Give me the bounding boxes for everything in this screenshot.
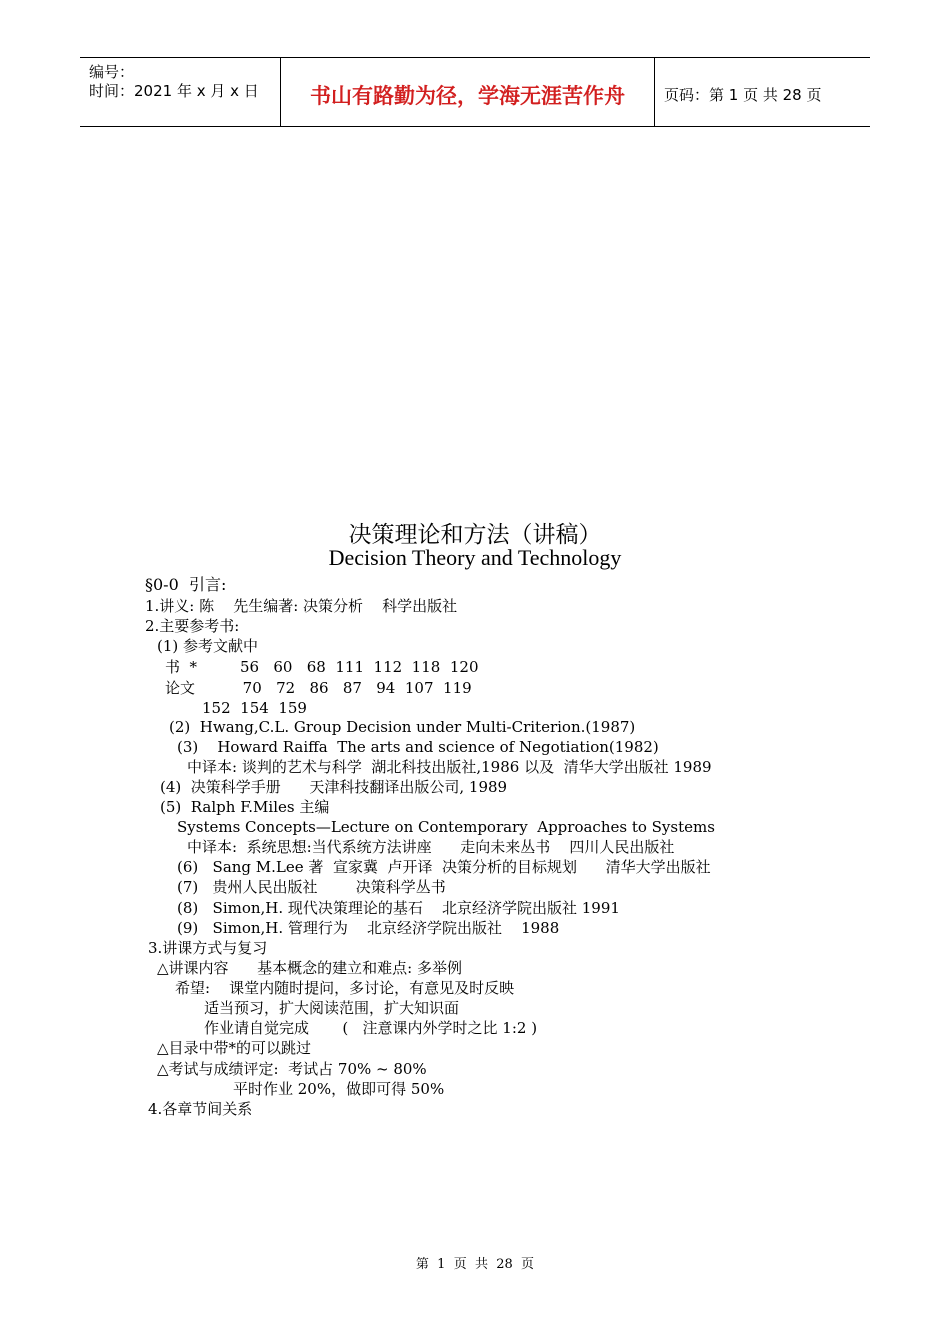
page-header bbox=[80, 57, 870, 127]
text-line: 4.各章节间关系 bbox=[148, 1100, 253, 1118]
text-line: 152 154 159 bbox=[202, 699, 307, 717]
text-line: 适当预习，扩大阅读范围，扩大知识面 bbox=[204, 999, 460, 1017]
text-line: △讲课内容 基本概念的建立和难点: 多举例 bbox=[157, 959, 462, 977]
text-line: (4) 决策科学手册 天津科技翻译出版公司, 1989 bbox=[160, 778, 508, 796]
text-line: Systems Concepts—Lecture on Contemporary Approaches to Systems bbox=[177, 818, 715, 836]
text-line: 中译本: 系统思想:当代系统方法讲座 走向未来丛书 四川人民出版社 bbox=[187, 838, 675, 856]
text-line: (2) Hwang,C.L. Group Decision under Multi-Criterion.(1987) bbox=[169, 718, 636, 736]
text-line: △考试与成绩评定: 考试占 70% ~ 80% bbox=[157, 1060, 427, 1078]
document-title-english: Decision Theory and Technology bbox=[328, 545, 622, 570]
text-line: (5) Ralph F.Miles 主编 bbox=[160, 798, 330, 816]
text-line: 3.讲课方式与复习 bbox=[148, 939, 268, 957]
text-line: 1.讲义: 陈 先生编著: 决策分析 科学出版社 bbox=[145, 597, 458, 615]
text-line: (8) Simon,H. 现代决策理论的基石 北京经济学院出版社 1991 bbox=[177, 899, 620, 917]
number-label: 编号： bbox=[89, 63, 135, 81]
text-line: (1) 参考文献中 bbox=[157, 637, 259, 655]
text-line: △目录中带*的可以跳过 bbox=[157, 1039, 312, 1057]
text-line: 2.主要参考书: bbox=[145, 617, 240, 635]
text-line: 平时作业 20%，做即可得 50% bbox=[233, 1080, 445, 1098]
text-line: 作业请自觉完成 ( 注意课内外学时之比 1:2 ) bbox=[204, 1019, 538, 1037]
text-line: 中译本: 谈判的艺术与科学 湖北科技出版社,1986 以及 清华大学出版社 1989 bbox=[187, 758, 712, 776]
text-line: (9) Simon,H. 管理行为 北京经济学院出版社 1988 bbox=[177, 919, 560, 937]
page-info: 页码：第 1 页 共 28 页 bbox=[664, 86, 822, 104]
page-footer: 第 1 页 共 28 页 bbox=[415, 1257, 535, 1272]
text-line: (6) Sang M.Lee 著 宣家冀 卢开译 决策分析的目标规划 清华大学出版社 bbox=[177, 858, 711, 876]
text-line: 论文 70 72 86 87 94 107 119 bbox=[165, 679, 472, 697]
document-title-chinese: 决策理论和方法（讲稿） bbox=[348, 522, 602, 548]
motto: 书山有路勤为径，学海无涯苦作舟 bbox=[310, 84, 625, 108]
header-motto-cell bbox=[281, 58, 655, 126]
text-line: (7) 贵州人民出版社 决策科学丛书 bbox=[177, 878, 446, 896]
header-info-cell bbox=[80, 58, 281, 126]
text-line: 希望: 课堂内随时提问，多讨论，有意见及时反映 bbox=[175, 979, 515, 997]
time-label: 时间：2021 年 x 月 x 日 bbox=[89, 82, 259, 100]
text-line: 书 * 56 60 68 111 112 118 120 bbox=[165, 658, 479, 676]
section-heading: §0-0 引言: bbox=[145, 575, 227, 594]
header-page-cell bbox=[655, 58, 870, 126]
text-line: (3) Howard Raiffa The arts and science of Negotiation(1982) bbox=[177, 738, 659, 756]
